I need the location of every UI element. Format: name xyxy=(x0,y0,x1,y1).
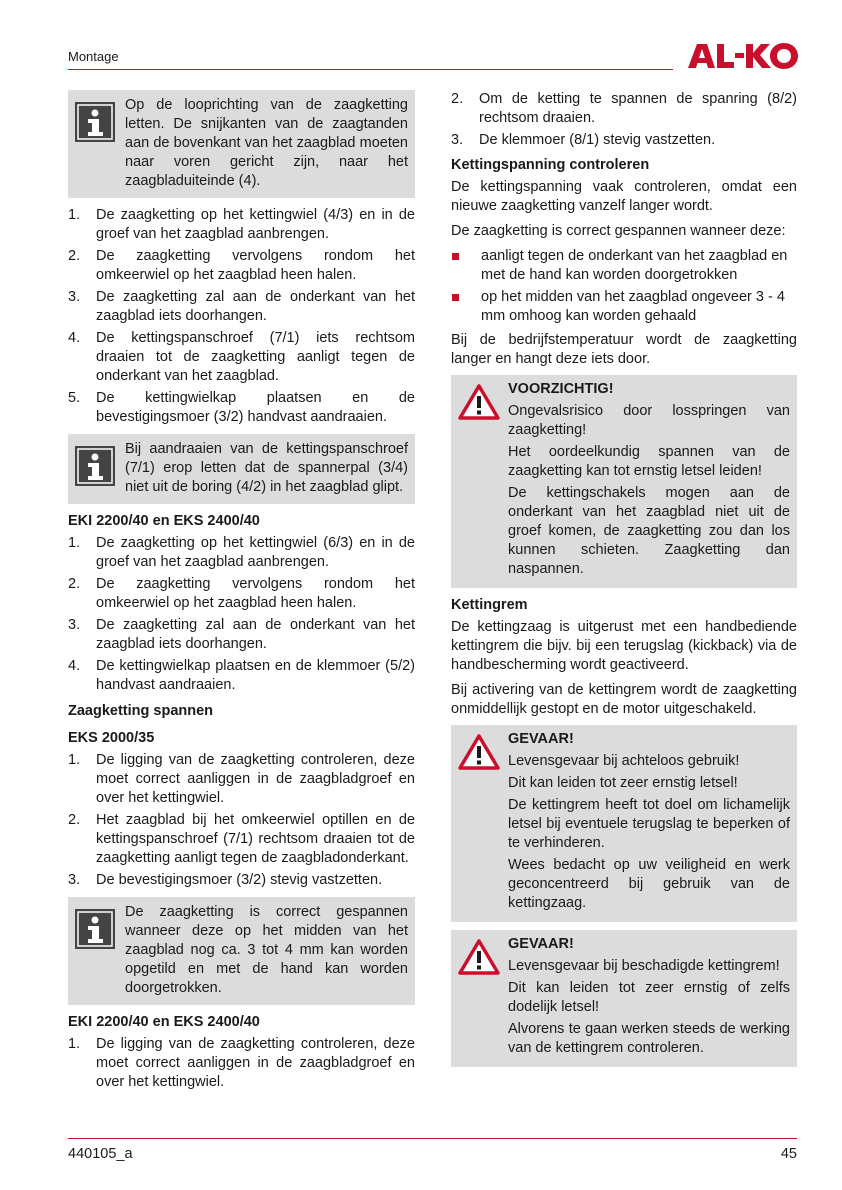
paragraph: De zaagketting is correct gespannen wanneer deze: xyxy=(451,223,786,239)
right-column xyxy=(451,90,797,1075)
step-text: De kettingwielkap plaatsen en de bevestigingsmoer (3/2) handvast aandraaien. xyxy=(96,390,415,425)
danger-box xyxy=(451,930,797,1067)
section-title: Montage xyxy=(68,49,119,64)
step-number: 3. xyxy=(68,289,81,305)
info-icon xyxy=(75,909,115,949)
info-note xyxy=(68,897,415,1005)
warning-text: Wees bedacht op uw veiligheid en werk geconcentreerd bij gebruik van de kettingzaag. xyxy=(508,857,790,911)
list-item xyxy=(68,389,415,427)
document-id: 440105_a xyxy=(68,1146,133,1162)
warning-title: GEVAAR! xyxy=(508,731,574,747)
list-item xyxy=(68,871,415,890)
caution-box xyxy=(451,375,797,588)
list-item xyxy=(68,206,415,244)
paragraph: De kettingzaag is uitgerust met een handbediende kettingrem die bijv. bij een terugslag (kickback) via de handbescherming wordt geactiveerd. xyxy=(451,619,797,673)
step-text: De zaagketting op het kettingwiel (6/3) en in de groef van het zaagblad aanbrengen. xyxy=(96,535,415,570)
info-note xyxy=(68,434,415,504)
warning-text: Alvorens te gaan werken steeds de werking van de kettingrem controleren. xyxy=(508,1021,790,1056)
list-item xyxy=(68,1035,415,1092)
step-text: De zaagketting op het kettingwiel (4/3) en in de groef van het zaagblad aanbrengen. xyxy=(96,207,415,242)
paragraph: Bij de bedrijfstemperatuur wordt de zaagketting langer en hangt deze iets door. xyxy=(451,332,797,367)
list-item xyxy=(68,616,415,654)
list-item xyxy=(68,329,415,386)
tensioning-steps-list xyxy=(68,751,415,890)
warning-text: Dit kan leiden tot zeer ernstig letsel! xyxy=(508,775,738,791)
list-item xyxy=(68,534,415,572)
section-heading: Kettingspanning controleren xyxy=(451,157,650,173)
list-item xyxy=(68,575,415,613)
step-text: De bevestigingsmoer (3/2) stevig vastzetten. xyxy=(96,872,383,888)
section-heading: EKS 2000/35 xyxy=(68,730,155,746)
tensioning-steps-list xyxy=(451,90,797,150)
step-text: De zaagketting zal aan de onderkant van het zaagblad iets doorhangen. xyxy=(96,617,415,652)
step-text: De zaagketting vervolgens rondom het omkeerwiel op het zaagblad heen halen. xyxy=(96,248,415,283)
step-number: 2. xyxy=(68,576,81,592)
bullet-list xyxy=(451,247,797,326)
assembly-steps-list xyxy=(68,206,415,427)
info-note xyxy=(68,90,415,198)
list-item xyxy=(68,288,415,326)
bullet-text: op het midden van het zaagblad ongeveer 3 - 4 mm omhoog kan worden gehaald xyxy=(481,289,785,324)
warning-text: Het oordeelkundig spannen van de zaagketting kan tot ernstig letsel leiden! xyxy=(508,444,790,479)
info-icon xyxy=(75,446,115,486)
warning-triangle-icon xyxy=(457,938,501,976)
step-number: 3. xyxy=(451,132,464,148)
step-number: 2. xyxy=(68,812,81,828)
danger-box xyxy=(451,725,797,922)
step-text: De zaagketting zal aan de onderkant van het zaagblad iets doorhangen. xyxy=(96,289,415,324)
step-text: De zaagketting vervolgens rondom het omkeerwiel op het zaagblad heen halen. xyxy=(96,576,415,611)
warning-title: VOORZICHTIG! xyxy=(508,381,614,397)
assembly-steps-list xyxy=(68,534,415,695)
section-heading: EKI 2200/40 en EKS 2400/40 xyxy=(68,513,260,529)
header-divider xyxy=(68,69,673,70)
alko-logo xyxy=(682,38,799,72)
left-column xyxy=(68,90,415,1099)
step-number: 2. xyxy=(451,91,464,107)
info-note-text: De zaagketting is correct gespannen wanneer deze op het midden van het zaagblad nog ca. 3 tot 4 mm kan worden opgetild en met de hand kan worden doorgetrokken. xyxy=(125,904,408,996)
bullet-square-icon xyxy=(452,253,459,260)
warning-text: De kettingschakels mogen aan de onderkant van het zaagblad niet uit de groef komen, de zaagketting zou dan los kunnen schieten. Zaagketting dan naspannen. xyxy=(508,485,790,577)
bullet-text: aanligt tegen de onderkant van het zaagblad en met de hand kan worden doorgetrokken xyxy=(481,248,788,283)
info-note-text: Bij aandraaien van de kettingspanschroef (7/1) erop letten dat de spannerpal (3/4) niet uit de boring (4/2) in het zaagblad glipt. xyxy=(125,441,408,495)
step-number: 2. xyxy=(68,248,81,264)
paragraph: De kettingspanning vaak controleren, omdat een nieuwe zaagketting vanzelf langer wordt. xyxy=(451,179,797,214)
step-number: 1. xyxy=(68,752,81,768)
warning-title: GEVAAR! xyxy=(508,936,574,952)
step-text: De kettingspanschroef (7/1) iets rechtsom draaien tot de zaagketting aanligt tegen de onderkant van het zaagblad. xyxy=(96,330,415,384)
step-text: De ligging van de zaagketting controleren, deze moet correct aanliggen in de zaagbladgroef en over het kettingwiel. xyxy=(96,1036,415,1090)
step-text: Om de ketting te spannen de spanring (8/2) rechtsom draaien. xyxy=(479,91,797,126)
list-item xyxy=(68,811,415,868)
info-icon xyxy=(75,102,115,142)
page-number: 45 xyxy=(780,1146,797,1162)
step-text: De kettingwielkap plaatsen en de klemmoer (5/2) handvast aandraaien. xyxy=(96,658,415,693)
list-item xyxy=(451,90,797,128)
warning-text: Levensgevaar bij achteloos gebruik! xyxy=(508,753,740,769)
section-heading: EKI 2200/40 en EKS 2400/40 xyxy=(68,1014,260,1030)
step-number: 1. xyxy=(68,1036,81,1052)
step-number: 4. xyxy=(68,658,81,674)
list-item xyxy=(68,247,415,285)
section-heading: Kettingrem xyxy=(451,597,528,613)
step-number: 1. xyxy=(68,207,81,223)
warning-triangle-icon xyxy=(457,383,501,421)
warning-text: De kettingrem heeft tot doel om lichamelijk letsel bij eventuele terugslag te beperken of te verhinderen. xyxy=(508,797,790,851)
step-number: 4. xyxy=(68,330,81,346)
section-heading: Zaagketting spannen xyxy=(68,703,214,719)
step-number: 5. xyxy=(68,390,81,406)
step-text: De ligging van de zaagketting controleren, deze moet correct aanliggen in de zaagbladgroef en over het kettingwiel. xyxy=(96,752,415,806)
list-item xyxy=(451,288,797,326)
step-text: Het zaagblad bij het omkeerwiel optillen en de kettingspanschroef (7/1) rechtsom draaien tot de zaagketting aanligt tegen de zaagbladonderkant. xyxy=(96,812,415,866)
step-number: 3. xyxy=(68,872,81,888)
step-text: De klemmoer (8/1) stevig vastzetten. xyxy=(479,132,716,148)
step-number: 3. xyxy=(68,617,81,633)
paragraph: Bij activering van de kettingrem wordt de zaagketting onmiddellijk gestopt en de motor uitgeschakeld. xyxy=(451,682,797,717)
warning-text: Levensgevaar bij beschadigde kettingrem! xyxy=(508,958,780,974)
list-item xyxy=(68,751,415,808)
info-note-text: Op de looprichting van de zaagketting letten. De snijkanten van de zaagtanden aan de bovenkant van het zaagblad moeten naar voren gericht zijn, naar het zaagbladuiteinde (4). xyxy=(125,97,408,189)
footer-divider xyxy=(68,1138,797,1139)
list-item xyxy=(451,131,797,150)
warning-text: Ongevalsrisico door losspringen van zaagketting! xyxy=(508,403,790,438)
warning-text: Dit kan leiden tot zeer ernstig of zelfs dodelijk letsel! xyxy=(508,980,790,1015)
bullet-square-icon xyxy=(452,294,459,301)
tensioning-steps-list xyxy=(68,1035,415,1092)
list-item xyxy=(451,247,797,285)
list-item xyxy=(68,657,415,695)
warning-triangle-icon xyxy=(457,733,501,771)
step-number: 1. xyxy=(68,535,81,551)
